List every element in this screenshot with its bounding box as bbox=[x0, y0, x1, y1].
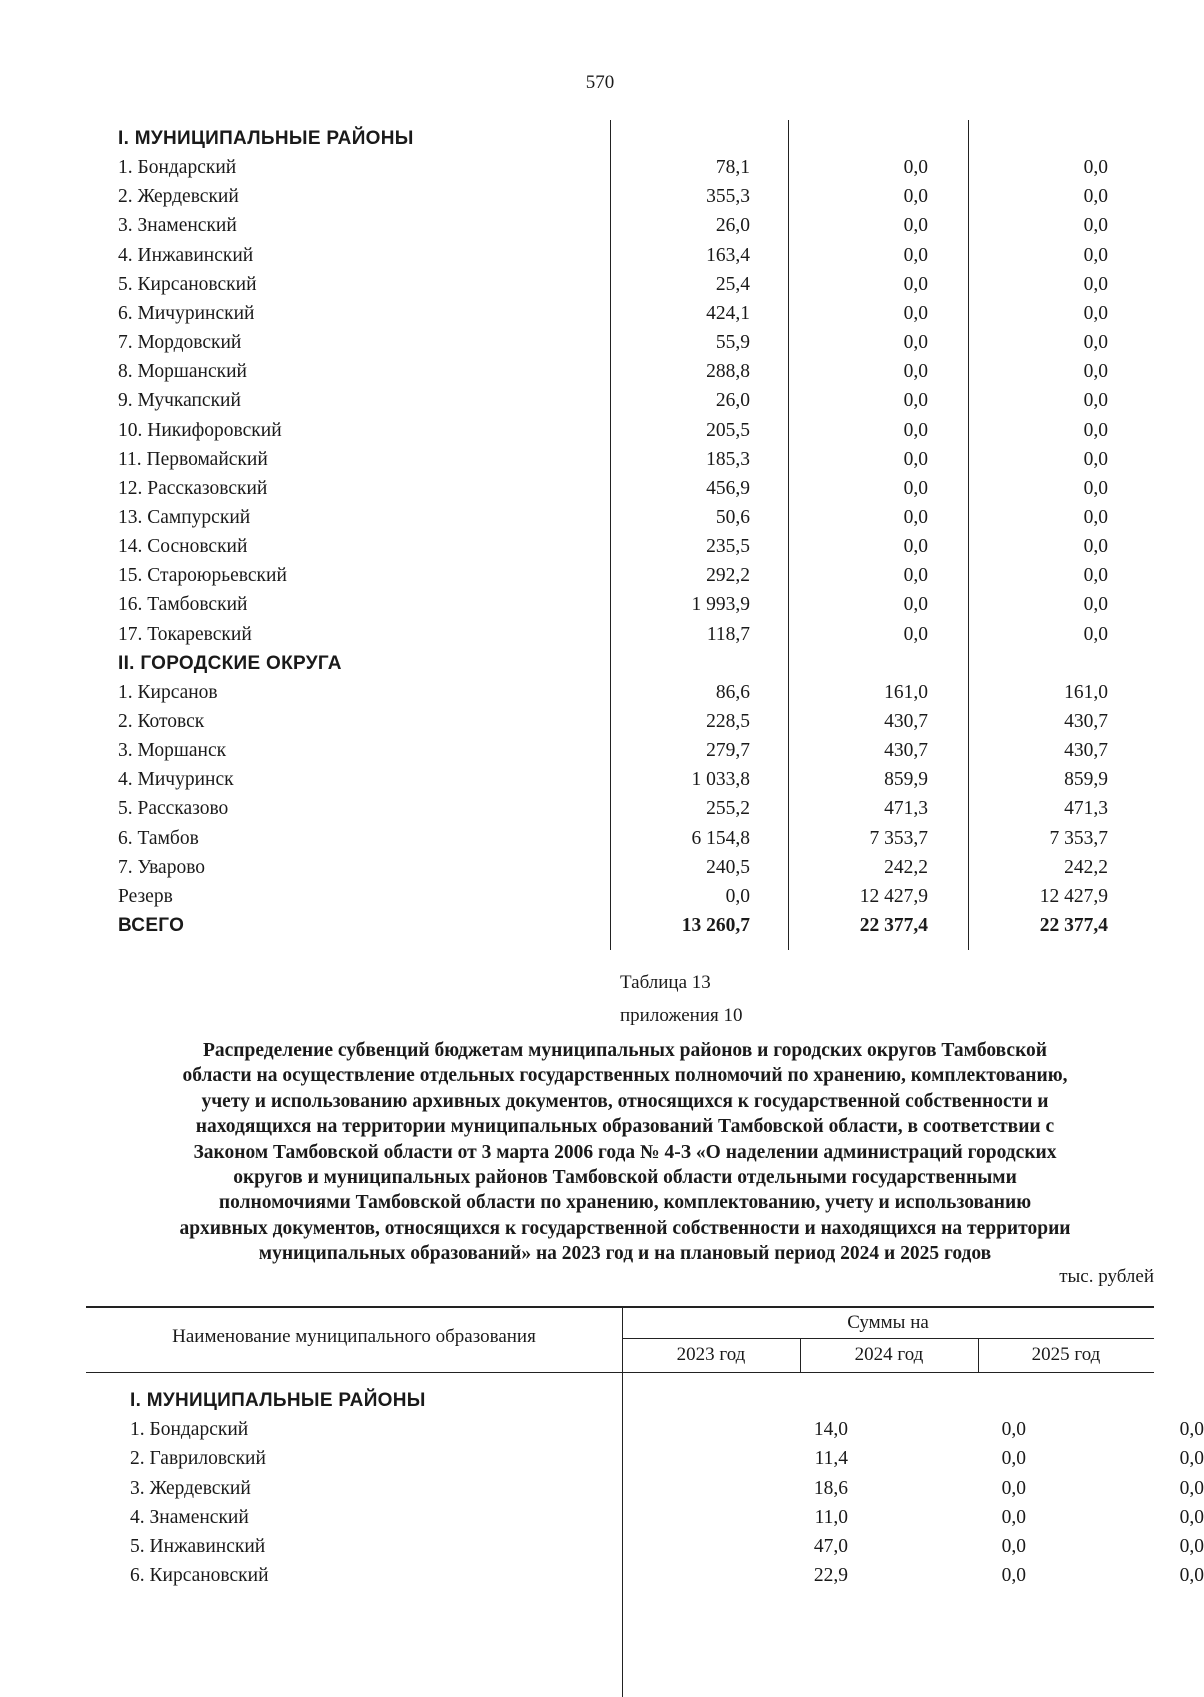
row-value-2: 0,0 bbox=[903, 332, 928, 354]
table-row bbox=[118, 503, 1116, 532]
row-value-3: 0,0 bbox=[1083, 215, 1108, 237]
row-value-3: 22 377,4 bbox=[1039, 915, 1108, 937]
row-value-1: 456,9 bbox=[706, 477, 750, 499]
title-line: области на осуществление отдельных государственных полномочий по хранению, комплектованию, bbox=[182, 1065, 1068, 1087]
row-name: 16. Тамбовский bbox=[118, 594, 248, 616]
table-row bbox=[118, 736, 1116, 765]
row-value-1: 78,1 bbox=[715, 157, 750, 179]
header-year-2025: 2025 год bbox=[1031, 1344, 1101, 1365]
row-value-3: 0,0 bbox=[1083, 448, 1108, 470]
row-value-2: 0,0 bbox=[903, 244, 928, 266]
row-value-1: 240,5 bbox=[706, 856, 750, 878]
table-row bbox=[118, 270, 1116, 299]
header-top-rule bbox=[86, 1306, 1154, 1308]
header-sums-on: Суммы на bbox=[847, 1312, 929, 1333]
table-row bbox=[118, 153, 1116, 182]
table-title bbox=[100, 1038, 1150, 1267]
row-value-1: 118,7 bbox=[706, 623, 750, 645]
table-row bbox=[118, 882, 1116, 911]
row-value-3: 0,0 bbox=[1083, 565, 1108, 587]
row-name: 2. Жердевский bbox=[118, 186, 239, 208]
row-value-3: 0,0 bbox=[1179, 1419, 1204, 1441]
row-value-3: 0,0 bbox=[1083, 594, 1108, 616]
row-value-2: 0,0 bbox=[903, 565, 928, 587]
row-value-1: 13 260,7 bbox=[681, 915, 750, 937]
row-name: 5. Кирсановский bbox=[118, 273, 257, 295]
row-value-3: 0,0 bbox=[1083, 477, 1108, 499]
row-value-1: 11,4 bbox=[814, 1448, 848, 1470]
table-row bbox=[118, 853, 1116, 882]
section-heading-row bbox=[118, 124, 1116, 153]
row-value-1: 185,3 bbox=[706, 448, 750, 470]
row-value-3: 0,0 bbox=[1083, 361, 1108, 383]
row-value-1: 0,0 bbox=[725, 885, 750, 907]
row-name: ВСЕГО bbox=[118, 915, 185, 937]
table-row bbox=[118, 357, 1116, 386]
row-name: 7. Уварово bbox=[118, 856, 206, 878]
row-value-1: 25,4 bbox=[715, 273, 750, 295]
table-row bbox=[118, 765, 1116, 794]
table-row bbox=[118, 474, 1116, 503]
row-value-2: 0,0 bbox=[903, 594, 928, 616]
row-value-2: 471,3 bbox=[884, 798, 928, 820]
units-label: тыс. рублей bbox=[1059, 1266, 1154, 1287]
table-row bbox=[118, 386, 1116, 415]
row-name: 15. Староюрьевский bbox=[118, 565, 287, 587]
row-value-2: 430,7 bbox=[884, 711, 928, 732]
row-value-3: 12 427,9 bbox=[1039, 885, 1108, 907]
row-name: 1. Бондарский bbox=[118, 157, 237, 179]
row-value-1: 22,9 bbox=[813, 1565, 848, 1587]
row-name: 13. Сампурский bbox=[118, 506, 251, 528]
title-line: архивных документов, относящихся к государственной собственности и находящихся на территории bbox=[179, 1217, 1071, 1239]
row-value-2: 0,0 bbox=[1001, 1565, 1026, 1587]
row-value-1: 14,0 bbox=[813, 1419, 848, 1441]
row-value-2: 0,0 bbox=[903, 361, 928, 383]
title-line: Распределение субвенций бюджетам муниципальных районов и городских округов Тамбовской bbox=[202, 1040, 1048, 1061]
row-name: 8. Моршанский bbox=[118, 361, 247, 383]
row-value-1: 50,6 bbox=[715, 506, 750, 528]
row-value-2: 0,0 bbox=[903, 157, 928, 179]
table-row bbox=[118, 590, 1116, 619]
row-value-3: 0,0 bbox=[1083, 302, 1108, 324]
row-value-3: 0,0 bbox=[1083, 390, 1108, 412]
row-value-1: 424,1 bbox=[706, 302, 750, 324]
row-value-3: 0,0 bbox=[1083, 332, 1108, 354]
table-row bbox=[118, 824, 1116, 853]
row-value-3: 430,7 bbox=[1064, 740, 1108, 762]
row-name: 3. Моршанск bbox=[118, 740, 227, 762]
appendix-label: приложения 10 bbox=[620, 1005, 743, 1026]
title-line: округов и муниципальных районов Тамбовской области отдельными государственными bbox=[233, 1167, 1017, 1189]
row-value-1: 55,9 bbox=[715, 332, 750, 354]
row-value-2: 0,0 bbox=[903, 390, 928, 412]
row-value-1: 47,0 bbox=[813, 1536, 848, 1557]
row-value-1: 355,3 bbox=[706, 186, 750, 208]
row-value-1: 228,5 bbox=[706, 711, 750, 732]
table-row bbox=[118, 299, 1116, 328]
row-value-3: 0,0 bbox=[1179, 1565, 1204, 1587]
row-value-2: 12 427,9 bbox=[859, 885, 928, 907]
row-name: 7. Мордовский bbox=[118, 332, 242, 354]
row-value-2: 0,0 bbox=[903, 215, 928, 237]
title-line: учету и использованию архивных документов, относящихся к государственной собственности и bbox=[201, 1090, 1049, 1112]
row-value-2: 0,0 bbox=[1001, 1506, 1026, 1528]
row-name: 2. Котовск bbox=[118, 711, 205, 732]
row-value-1: 292,2 bbox=[706, 565, 750, 587]
row-value-1: 235,5 bbox=[706, 536, 750, 558]
row-value-1: 279,7 bbox=[706, 740, 750, 762]
row-value-3: 7 353,7 bbox=[1049, 827, 1108, 849]
title-line: полномочиями Тамбовской области по хранению, комплектованию, учету и использованию bbox=[218, 1192, 1032, 1214]
row-value-1: 86,6 bbox=[715, 681, 750, 703]
row-value-3: 0,0 bbox=[1083, 186, 1108, 208]
row-value-2: 0,0 bbox=[1001, 1477, 1026, 1499]
row-value-3: 430,7 bbox=[1064, 711, 1108, 732]
table-row bbox=[86, 1474, 1204, 1503]
row-value-2: 0,0 bbox=[903, 477, 928, 499]
table-row bbox=[86, 1444, 1204, 1473]
row-name: 5. Рассказово bbox=[118, 798, 229, 820]
header-year-2024: 2024 год bbox=[854, 1344, 924, 1365]
row-name: 9. Мучкапский bbox=[118, 390, 241, 412]
row-name: 1. Бондарский bbox=[130, 1419, 249, 1441]
table-row bbox=[118, 416, 1116, 445]
row-value-1: 6 154,8 bbox=[691, 827, 750, 849]
table-13 bbox=[86, 1300, 1204, 1697]
total-row bbox=[118, 911, 1116, 940]
row-value-2: 0,0 bbox=[903, 506, 928, 528]
section-heading-row bbox=[118, 649, 1116, 678]
row-value-2: 242,2 bbox=[884, 856, 928, 878]
table-row bbox=[118, 678, 1116, 707]
row-name: 11. Первомайский bbox=[118, 448, 268, 470]
row-value-3: 0,0 bbox=[1179, 1506, 1204, 1528]
table-row bbox=[118, 561, 1116, 590]
row-value-3: 0,0 bbox=[1083, 157, 1108, 179]
row-name: 12. Рассказовский bbox=[118, 477, 268, 499]
row-value-2: 0,0 bbox=[903, 623, 928, 645]
row-value-1: 288,8 bbox=[706, 361, 750, 383]
row-value-3: 161,0 bbox=[1064, 681, 1108, 703]
row-value-1: 11,0 bbox=[814, 1506, 848, 1528]
table-row bbox=[118, 182, 1116, 211]
table-row bbox=[86, 1561, 1204, 1590]
title-line: находящихся на территории муниципальных образований Тамбовской области, в соответствии с bbox=[195, 1116, 1055, 1138]
table-row bbox=[118, 211, 1116, 240]
row-value-2: 0,0 bbox=[903, 186, 928, 208]
row-name: I. МУНИЦИПАЛЬНЫЕ РАЙОНЫ bbox=[118, 128, 414, 149]
row-name: 3. Жердевский bbox=[130, 1477, 251, 1499]
row-value-3: 0,0 bbox=[1179, 1477, 1204, 1499]
row-value-2: 0,0 bbox=[1001, 1419, 1026, 1441]
row-value-3: 242,2 bbox=[1064, 856, 1108, 878]
row-value-1: 1 033,8 bbox=[691, 769, 750, 791]
row-name: 17. Токаревский bbox=[118, 623, 252, 645]
row-name: II. ГОРОДСКИЕ ОКРУГА bbox=[118, 652, 342, 674]
row-value-2: 161,0 bbox=[884, 681, 928, 703]
header-bottom-rule bbox=[86, 1372, 1154, 1373]
row-value-3: 0,0 bbox=[1083, 536, 1108, 558]
row-value-1: 26,0 bbox=[715, 215, 750, 237]
table-row bbox=[118, 328, 1116, 357]
row-value-2: 0,0 bbox=[903, 419, 928, 441]
row-value-1: 255,2 bbox=[706, 798, 750, 820]
row-name: 6. Тамбов bbox=[118, 827, 199, 849]
row-name: 5. Инжавинский bbox=[130, 1536, 266, 1557]
row-value-2: 0,0 bbox=[903, 536, 928, 558]
row-value-1: 26,0 bbox=[715, 390, 750, 412]
row-value-3: 471,3 bbox=[1064, 798, 1108, 820]
table-row bbox=[118, 532, 1116, 561]
row-name: 4. Инжавинский bbox=[118, 244, 254, 266]
row-value-3: 0,0 bbox=[1083, 419, 1108, 441]
row-value-2: 0,0 bbox=[1001, 1448, 1026, 1470]
row-value-2: 7 353,7 bbox=[869, 827, 928, 849]
header-mid-rule bbox=[622, 1338, 1154, 1339]
row-value-2: 0,0 bbox=[903, 302, 928, 324]
row-value-3: 0,0 bbox=[1083, 244, 1108, 266]
table-row bbox=[118, 794, 1116, 823]
title-line: Законом Тамбовской области от 3 марта 2006 года № 4-З «О наделении администраций городских bbox=[193, 1141, 1057, 1163]
table-row bbox=[86, 1503, 1204, 1532]
row-value-3: 0,0 bbox=[1083, 623, 1108, 645]
table-row bbox=[118, 707, 1116, 736]
row-name: 4. Мичуринск bbox=[118, 769, 234, 791]
table-row bbox=[86, 1415, 1204, 1444]
row-name: 4. Знаменский bbox=[130, 1506, 249, 1528]
row-value-1: 18,6 bbox=[813, 1477, 848, 1499]
title-line: муниципальных образований» на 2023 год и на плановый период 2024 и 2025 годов bbox=[258, 1243, 992, 1265]
row-value-3: 0,0 bbox=[1083, 506, 1108, 528]
table-row bbox=[118, 241, 1116, 270]
row-value-2: 859,9 bbox=[884, 769, 928, 791]
table-label: Таблица 13 bbox=[620, 972, 711, 993]
table-row bbox=[86, 1532, 1204, 1561]
row-value-3: 0,0 bbox=[1179, 1536, 1204, 1557]
header-name-column: Наименование муниципального образования bbox=[172, 1326, 536, 1347]
row-name: 1. Кирсанов bbox=[118, 681, 218, 703]
section-heading-row bbox=[86, 1386, 1154, 1415]
row-value-1: 205,5 bbox=[706, 419, 750, 441]
row-value-2: 0,0 bbox=[1001, 1536, 1026, 1557]
header-year-2023: 2023 год bbox=[676, 1344, 746, 1365]
row-value-2: 430,7 bbox=[884, 740, 928, 762]
page-number: 570 bbox=[585, 72, 615, 93]
row-name: 2. Гавриловский bbox=[130, 1448, 266, 1470]
table-row bbox=[118, 620, 1116, 649]
row-name: 3. Знаменский bbox=[118, 215, 237, 237]
row-value-1: 1 993,9 bbox=[691, 594, 750, 616]
row-value-3: 0,0 bbox=[1179, 1448, 1204, 1470]
row-value-2: 0,0 bbox=[903, 448, 928, 470]
row-name: 6. Кирсановский bbox=[130, 1565, 269, 1587]
row-name: 10. Никифоровский bbox=[118, 419, 282, 441]
row-value-3: 859,9 bbox=[1064, 769, 1108, 791]
row-value-2: 0,0 bbox=[903, 273, 928, 295]
row-value-3: 0,0 bbox=[1083, 273, 1108, 295]
row-name: Резерв bbox=[118, 885, 173, 907]
row-value-2: 22 377,4 bbox=[859, 915, 928, 937]
row-value-1: 163,4 bbox=[706, 244, 750, 266]
row-name: 6. Мичуринский bbox=[118, 302, 255, 324]
row-name: 14. Сосновский bbox=[118, 536, 248, 558]
row-name: I. МУНИЦИПАЛЬНЫЕ РАЙОНЫ bbox=[130, 1390, 426, 1411]
table-row bbox=[118, 445, 1116, 474]
